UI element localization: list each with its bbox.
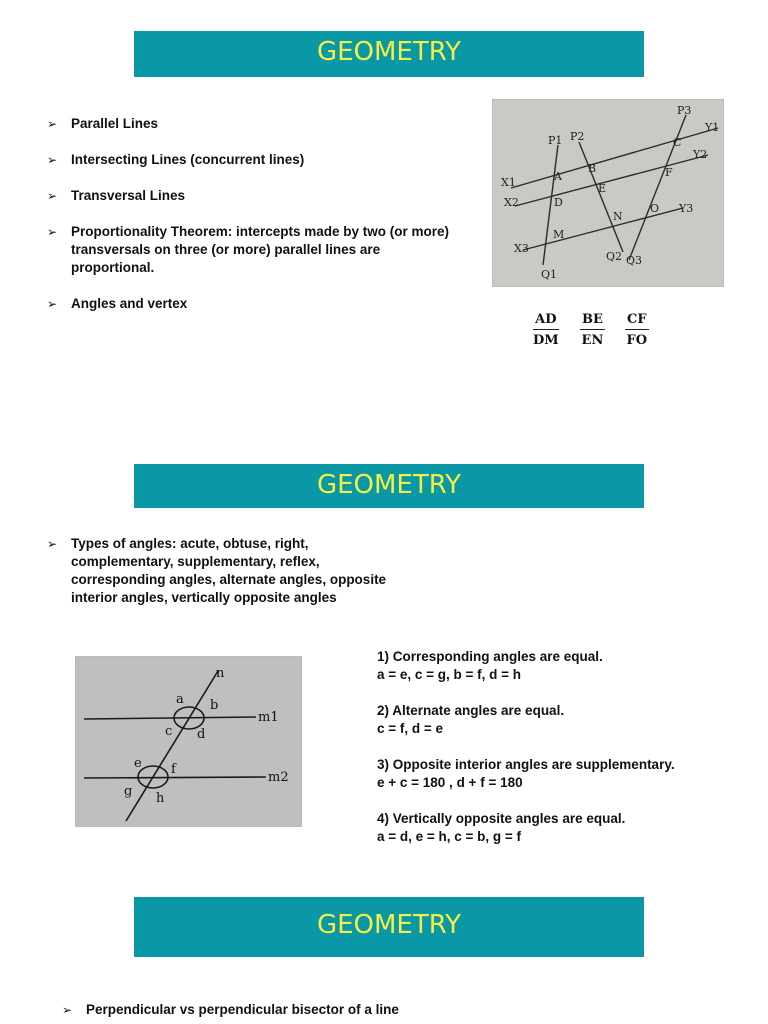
- figure-label: a: [176, 692, 184, 707]
- ratio-fraction: [580, 312, 605, 348]
- figure-label: M: [553, 228, 565, 241]
- section-title: GEOMETRY: [316, 37, 462, 67]
- figure-label: Y1: [705, 121, 720, 134]
- bullet-item: [62, 1001, 662, 1019]
- bullet-text: Transversal Lines: [71, 188, 186, 203]
- figure-label: P2: [570, 130, 585, 143]
- arrow-bullet-icon: ➢: [47, 117, 58, 131]
- section-title-banner: [134, 897, 644, 957]
- bullet-text: Parallel Lines: [71, 116, 159, 131]
- arrow-bullet-icon: ➢: [47, 153, 58, 167]
- arrow-bullet-icon: ➢: [47, 537, 58, 551]
- rule-title: 3) Opposite interior angles are supplementary.: [377, 757, 675, 772]
- fraction-numerator: BE: [580, 312, 605, 330]
- bullet-item: [47, 223, 467, 277]
- fraction-denominator: DM: [533, 333, 559, 348]
- bullet-item: [47, 115, 467, 133]
- arrow-bullet-icon: ➢: [62, 1003, 73, 1017]
- figure-label: P1: [548, 134, 563, 147]
- angles-diagram: [76, 657, 301, 826]
- figure-label: P3: [677, 104, 692, 117]
- figure-label: A: [554, 170, 562, 183]
- figure-label: e: [134, 756, 142, 771]
- figure-label: O: [650, 202, 660, 215]
- arrow-bullet-icon: ➢: [47, 225, 58, 239]
- rule-equation: e + c = 180 , d + f = 180: [377, 775, 523, 790]
- figure-label: Q1: [541, 268, 558, 281]
- figure-label: n: [216, 666, 225, 681]
- angle-rules: [377, 648, 762, 864]
- bullet-item: [47, 535, 397, 607]
- figure-label: m2: [268, 770, 289, 785]
- figure-label: Y2: [693, 148, 708, 161]
- rule-group: [377, 702, 762, 738]
- figure-label: Y3: [679, 202, 694, 215]
- bullet-item: [47, 295, 467, 313]
- figure-label: b: [210, 698, 219, 713]
- rule-equation: c = f, d = e: [377, 721, 444, 736]
- rule-group: [377, 648, 762, 684]
- figure-label: X1: [501, 176, 516, 189]
- bullet-text: Types of angles: acute, obtuse, right, complementary, supplementary, reflex, corresponding angles, alternate angles, opposite interior angles, vertically opposite angles: [71, 536, 387, 605]
- bullet-text: Proportionality Theorem: intercepts made by two (or more) transversals on three (or more) parallel lines are proportional.: [71, 224, 450, 275]
- angles-figure-photo: [75, 656, 302, 827]
- rule-group: [377, 810, 762, 846]
- bullet-item: [47, 187, 467, 205]
- figure-label: c: [165, 724, 173, 739]
- rule-equation: a = e, c = g, b = f, d = h: [377, 667, 522, 682]
- arrow-bullet-icon: ➢: [47, 297, 58, 311]
- ratio-fraction: [533, 312, 559, 348]
- figure-label: F: [665, 166, 673, 179]
- fraction-denominator: FO: [626, 333, 648, 348]
- figure-label: g: [124, 784, 133, 799]
- figure-label: h: [156, 791, 165, 806]
- transversal-diagram: [493, 100, 723, 286]
- rule-group: [377, 756, 762, 792]
- figure-label: m1: [258, 710, 279, 725]
- bullet-text: Perpendicular vs perpendicular bisector of a line: [86, 1002, 399, 1017]
- bullet-list: [62, 1001, 662, 1019]
- fraction-numerator: CF: [625, 312, 649, 330]
- fraction-numerator: AD: [533, 312, 559, 330]
- rule-title: 1) Corresponding angles are equal.: [377, 649, 603, 664]
- bullet-list: [47, 115, 467, 331]
- arrow-bullet-icon: ➢: [47, 189, 58, 203]
- section-title: GEOMETRY: [316, 910, 462, 940]
- transversal-figure-photo: [492, 99, 724, 287]
- figure-label: B: [588, 162, 597, 175]
- figure-label: Q2: [606, 250, 623, 263]
- figure-label: E: [598, 182, 607, 195]
- figure-label: C: [673, 136, 682, 149]
- ratio-fraction: [625, 312, 649, 348]
- figure-label: X3: [514, 242, 529, 255]
- figure-label: D: [554, 196, 563, 209]
- section-title-banner: [134, 31, 644, 77]
- fraction-denominator: EN: [581, 333, 604, 348]
- figure-label: f: [171, 762, 176, 777]
- figure-label: d: [197, 727, 206, 742]
- section-title: GEOMETRY: [316, 470, 462, 500]
- figure-label: X2: [504, 196, 519, 209]
- bullet-item: [47, 151, 467, 169]
- rule-title: 4) Vertically opposite angles are equal.: [377, 811, 626, 826]
- rule-equation: a = d, e = h, c = b, g = f: [377, 829, 522, 844]
- bullet-text: Intersecting Lines (concurrent lines): [71, 152, 305, 167]
- bullet-text: Angles and vertex: [71, 296, 188, 311]
- bullet-list: [47, 535, 397, 607]
- figure-label: Q3: [626, 254, 643, 267]
- rule-title: 2) Alternate angles are equal.: [377, 703, 565, 718]
- figure-label: N: [613, 210, 623, 223]
- section-title-banner: [134, 464, 644, 508]
